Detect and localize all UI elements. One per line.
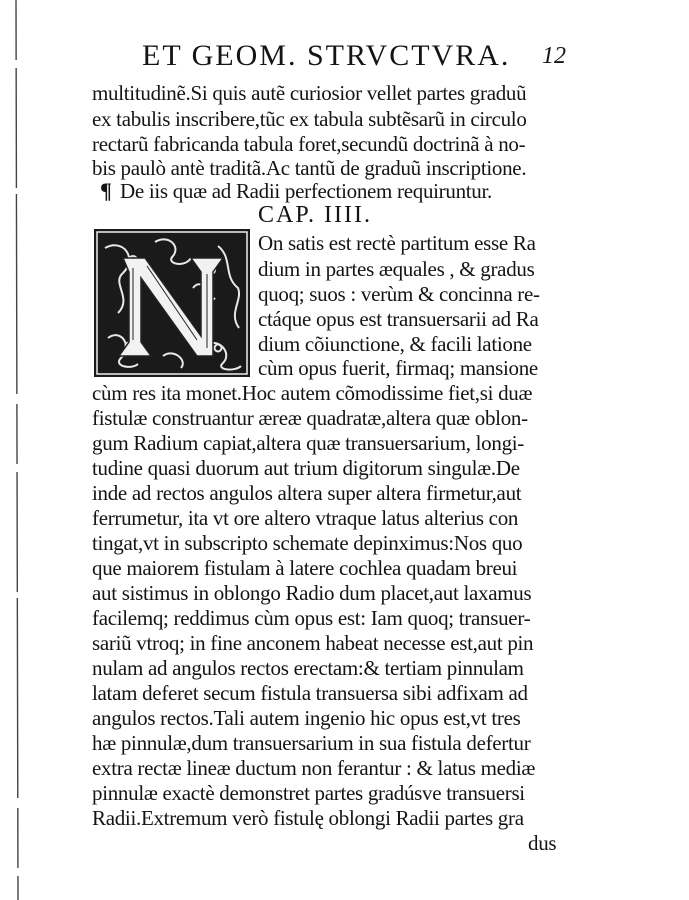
- text-line: Radii.Extremum verò fistulę oblongi Radii partes gra: [92, 806, 524, 830]
- text-line: ctáque opus est transuersarii ad Ra: [258, 307, 539, 331]
- text-line: tudine quasi duorum aut trium digitorum singulæ.De: [92, 456, 520, 480]
- text-line: angulos rectos.Tali autem ingenio hic opus est,vt tres: [92, 706, 521, 730]
- catchword: dus: [528, 831, 557, 855]
- text-line: ex tabulis inscribere,tũc ex tabula subtẽsarũ in circulo: [92, 107, 527, 131]
- chapter-heading: CAP. IIII.: [258, 202, 372, 228]
- text-line: ferrumetur, ita vt ore altero vtraque latus alterius con: [92, 506, 519, 530]
- text-line: hæ pinnulæ,dum transuersarium in sua fistula defertur: [92, 731, 531, 755]
- section-heading: De iis quæ ad Radii perfectionem requiruntur.: [120, 179, 492, 203]
- text-line: nulam ad angulos rectos erectam:& tertiam pinnulam: [92, 656, 524, 680]
- text-line: gum Radium capiat,altera quæ transuersarium, longi-: [92, 431, 524, 455]
- text-line: cùm opus fuerit, firmaq; mansione: [258, 356, 538, 380]
- text-line: dium in partes æquales , & gradus: [258, 257, 535, 281]
- text-line: latam deferet secum fistula transuersa sibi adfixam ad: [92, 681, 528, 705]
- text-line: aut sistimus in oblongo Radio dum placet,aut laxamus: [92, 581, 532, 605]
- running-head-title: ET GEOM. STRVCTVRA.: [142, 39, 511, 72]
- text-line: fistulæ construantur æreæ quadratæ,altera quæ oblon-: [92, 406, 528, 430]
- text-line: facilemq; reddimus cùm opus est: Iam quoq; transuer-: [92, 606, 531, 630]
- text-line: inde ad rectos angulos altera super altera firmetur,aut: [92, 481, 522, 505]
- text-line: sariũ vtroq; in fine anconem habeat necesse est,aut pin: [92, 631, 534, 655]
- section-marker: ¶: [100, 178, 112, 203]
- text-line: multitudinẽ.Si quis autẽ curiosior vellet partes graduũ: [92, 81, 527, 105]
- text-line: bis paulò antè traditã.Ac tantũ de graduũ inscriptione.: [92, 156, 527, 180]
- text-line: dium cõiunctione, & facili latione: [258, 332, 532, 356]
- text-line: pinnulæ exactè demonstret partes gradúsve transuersi: [92, 781, 525, 805]
- page-number: 12: [542, 43, 566, 69]
- text-line: rectarũ fabricanda tabula foret,secundũ doctrinã à no-: [92, 132, 526, 156]
- text-line: quoq; suos : verùm & concinna re-: [258, 282, 540, 306]
- text-line: cùm res ita monet.Hoc autem cõmodissime fiet,si duæ: [92, 381, 533, 405]
- decorated-initial-n: [93, 228, 251, 378]
- text-line: que maiorem fistulam à latere cochlea quadam breui: [92, 556, 518, 580]
- text-line: On satis est rectè partitum esse Ra: [258, 231, 536, 255]
- text-line: extra rectæ lineæ ductum non ferantur : & latus mediæ: [92, 756, 536, 780]
- text-line: tingat,vt in subscripto schemate depinximus:Nos quo: [92, 531, 523, 555]
